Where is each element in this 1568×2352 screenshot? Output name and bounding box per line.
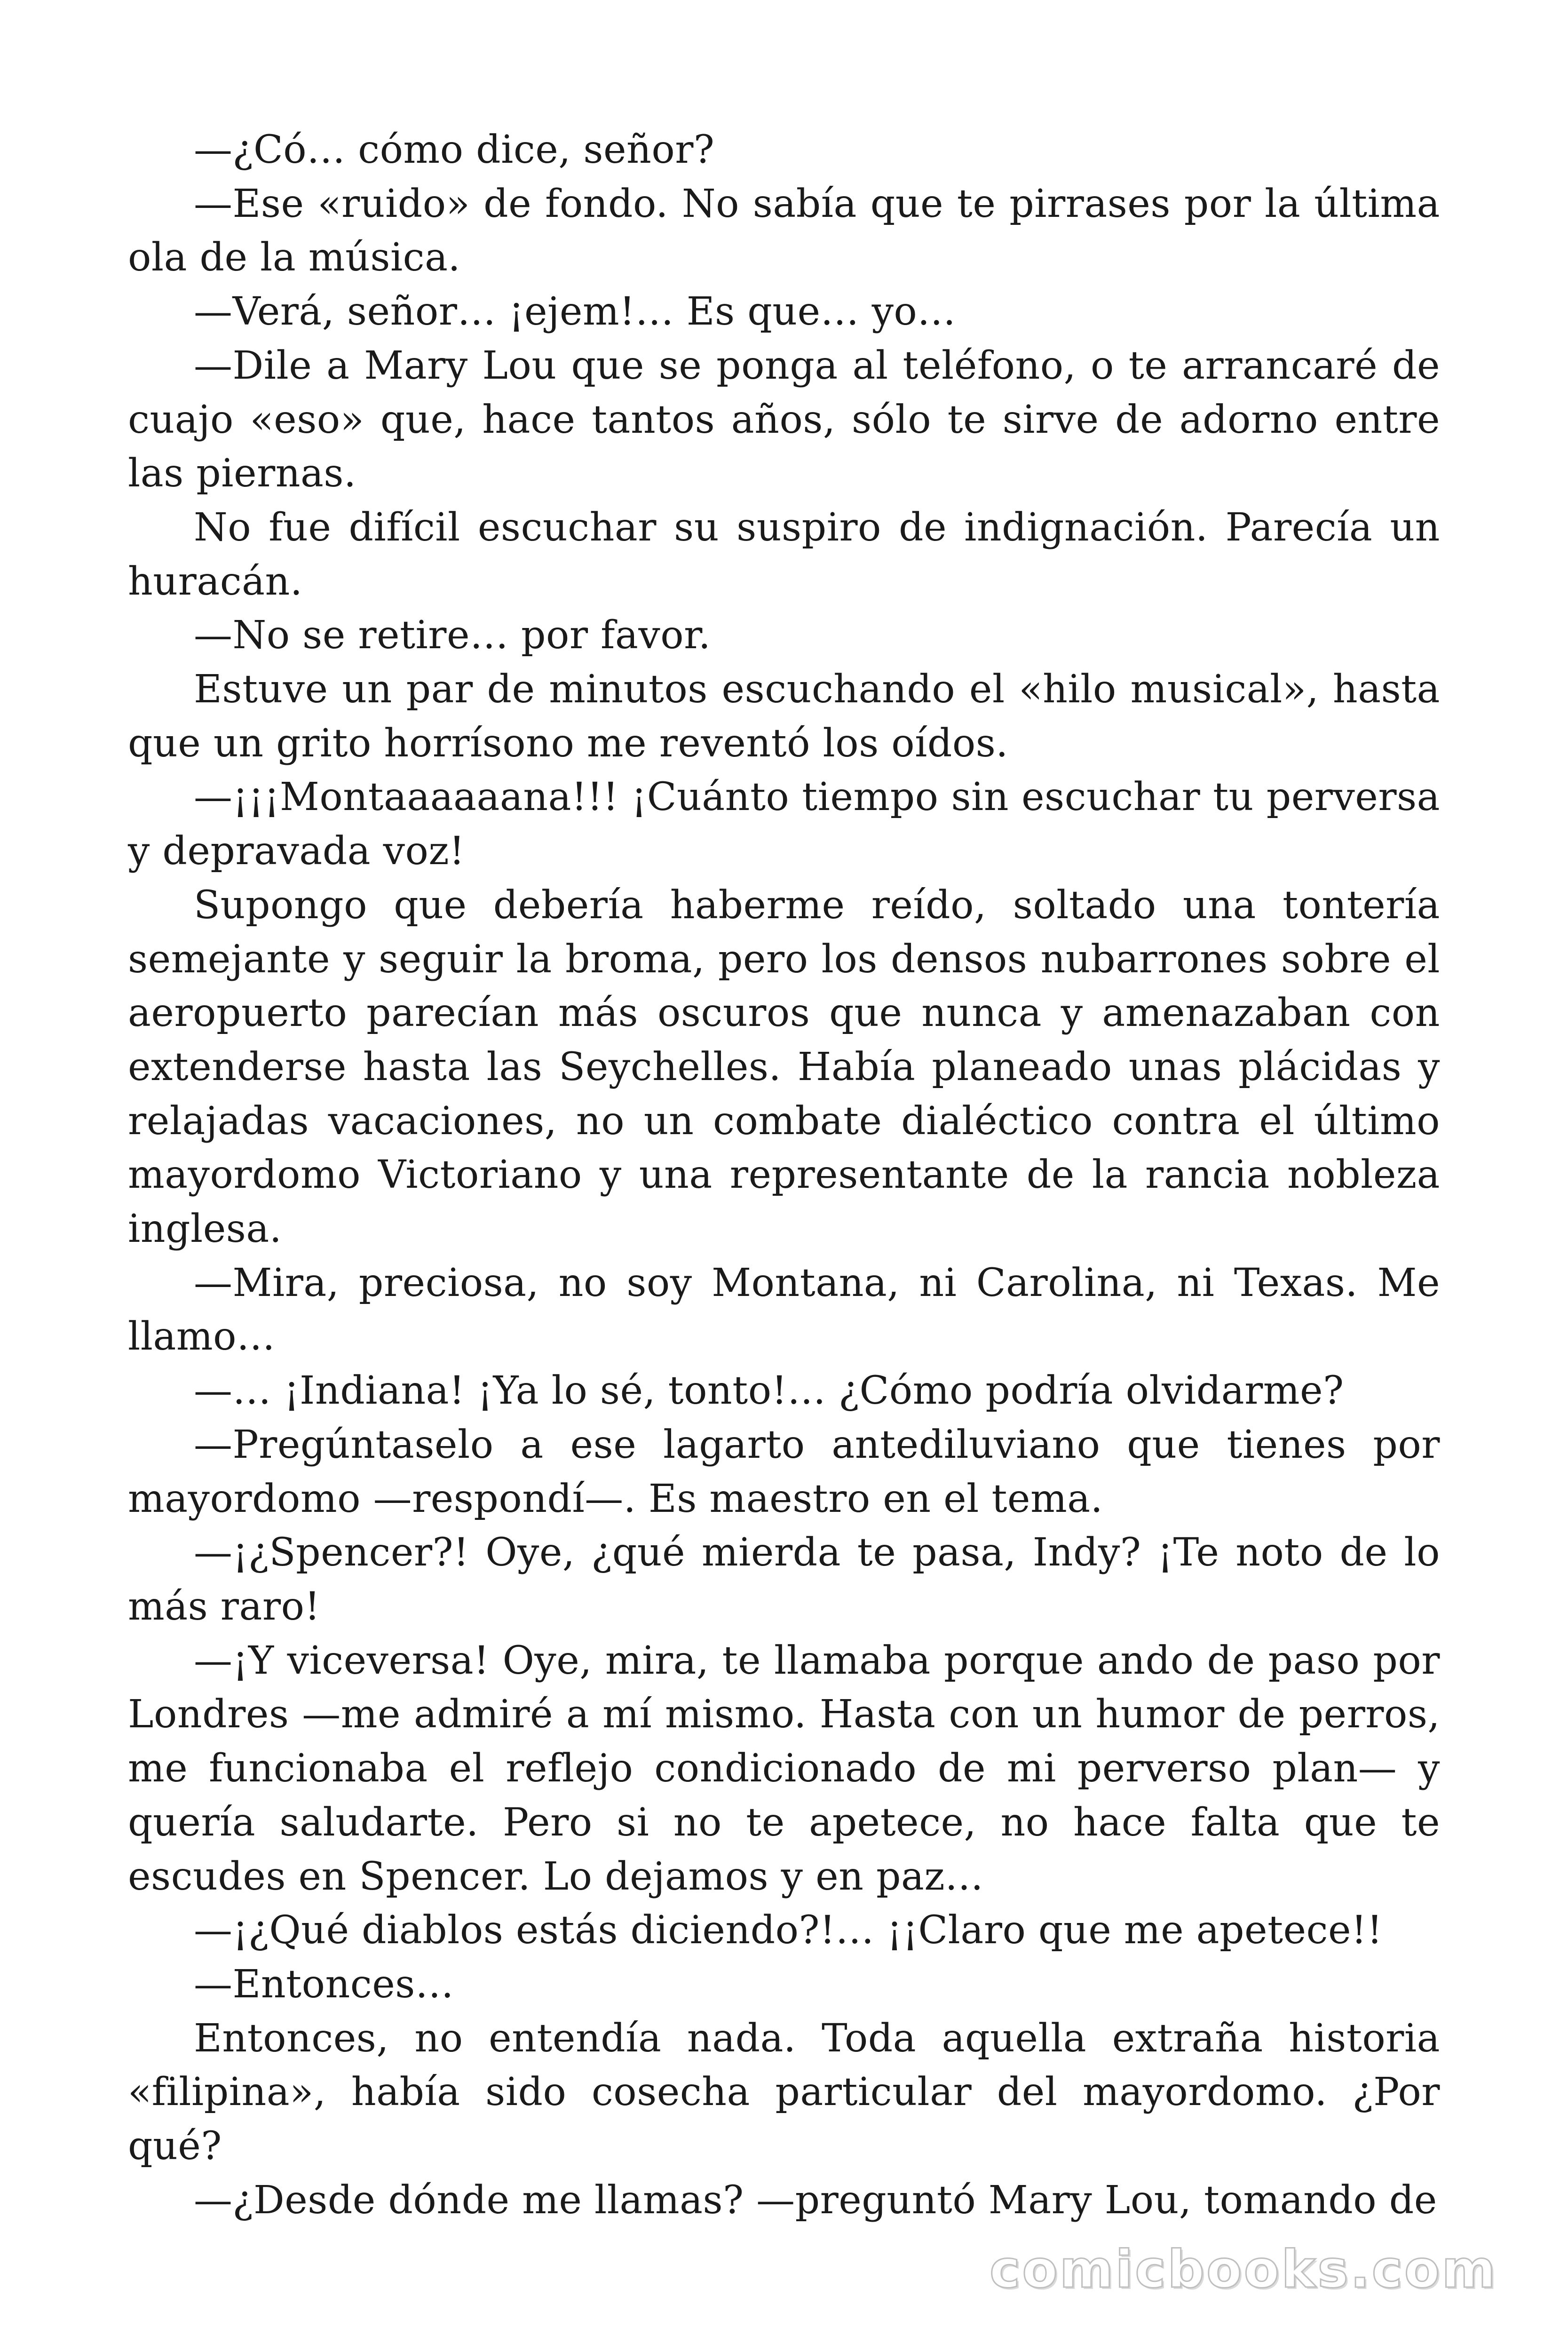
- body-text: [128, 123, 1440, 2227]
- paragraph: —¿Desde dónde me llamas? —preguntó Mary Lou, tomando de: [194, 2177, 1437, 2223]
- paragraph: —Ese «ruido» de fondo. No sabía que te pirrases por la última ola de la música.: [128, 181, 1440, 280]
- paragraph: —No se retire… por favor.: [194, 613, 711, 658]
- watermark: comicbooks.com: [990, 2239, 1497, 2299]
- paragraph: —¡¡¡Montaaaaaana!!! ¡Cuánto tiempo sin escuchar tu perversa y depravada voz!: [128, 775, 1440, 874]
- paragraph: —¡¿Spencer?! Oye, ¿qué mierda te pasa, Indy? ¡Te noto de lo más raro!: [128, 1530, 1440, 1629]
- paragraph: Supongo que debería haberme reído, soltado una tontería semejante y seguir la broma, pero los densos nubarrones sobre el aeropuerto parecían más oscuros que nunca y amenazaban con extenderse hasta las Seychelles. Había planeado unas plácidas y relajadas vacaciones, no un combate dialéctico contra el último mayordomo Victoriano y una representante de la rancia nobleza inglesa.: [128, 882, 1440, 1252]
- paragraph: —Mira, preciosa, no soy Montana, ni Carolina, ni Texas. Me llamo…: [128, 1260, 1440, 1359]
- paragraph: —Pregúntaselo a ese lagarto antediluviano que tienes por mayordomo —respondí—. Es maestro en el tema.: [128, 1422, 1440, 1521]
- paragraph: —¿Có… cómo dice, señor?: [194, 127, 715, 172]
- paragraph: Entonces, no entendía nada. Toda aquella extraña historia «filipina», había sido cosecha particular del mayordomo. ¿Por qué?: [128, 2016, 1440, 2169]
- paragraph: —Entonces…: [194, 1962, 454, 2007]
- paragraph: —Verá, señor… ¡ejem!… Es que… yo…: [194, 289, 956, 334]
- paragraph: —… ¡Indiana! ¡Ya lo sé, tonto!… ¿Cómo podría olvidarme?: [194, 1368, 1344, 1414]
- paragraph: No fue difícil escuchar su suspiro de indignación. Parecía un huracán.: [128, 505, 1440, 604]
- paragraph: —¡¿Qué diablos estás diciendo?!… ¡¡Claro que me apetece!!: [194, 1908, 1383, 1953]
- paragraph: Estuve un par de minutos escuchando el «hilo musical», hasta que un grito horrísono me reventó los oídos.: [128, 667, 1440, 766]
- paragraph: —Dile a Mary Lou que se ponga al teléfono, o te arrancaré de cuajo «eso» que, hace tantos años, sólo te sirve de adorno entre las piernas.: [128, 343, 1440, 496]
- paragraph: —¡Y viceversa! Oye, mira, te llamaba porque ando de paso por Londres —me admiré a mí mismo. Hasta con un humor de perros, me funcionaba el reflejo condicionado de mi perverso plan— y quería saludarte. Pero si no te apetece, no hace falta que te escudes en Spencer. Lo dejamos y en paz…: [128, 1638, 1440, 1899]
